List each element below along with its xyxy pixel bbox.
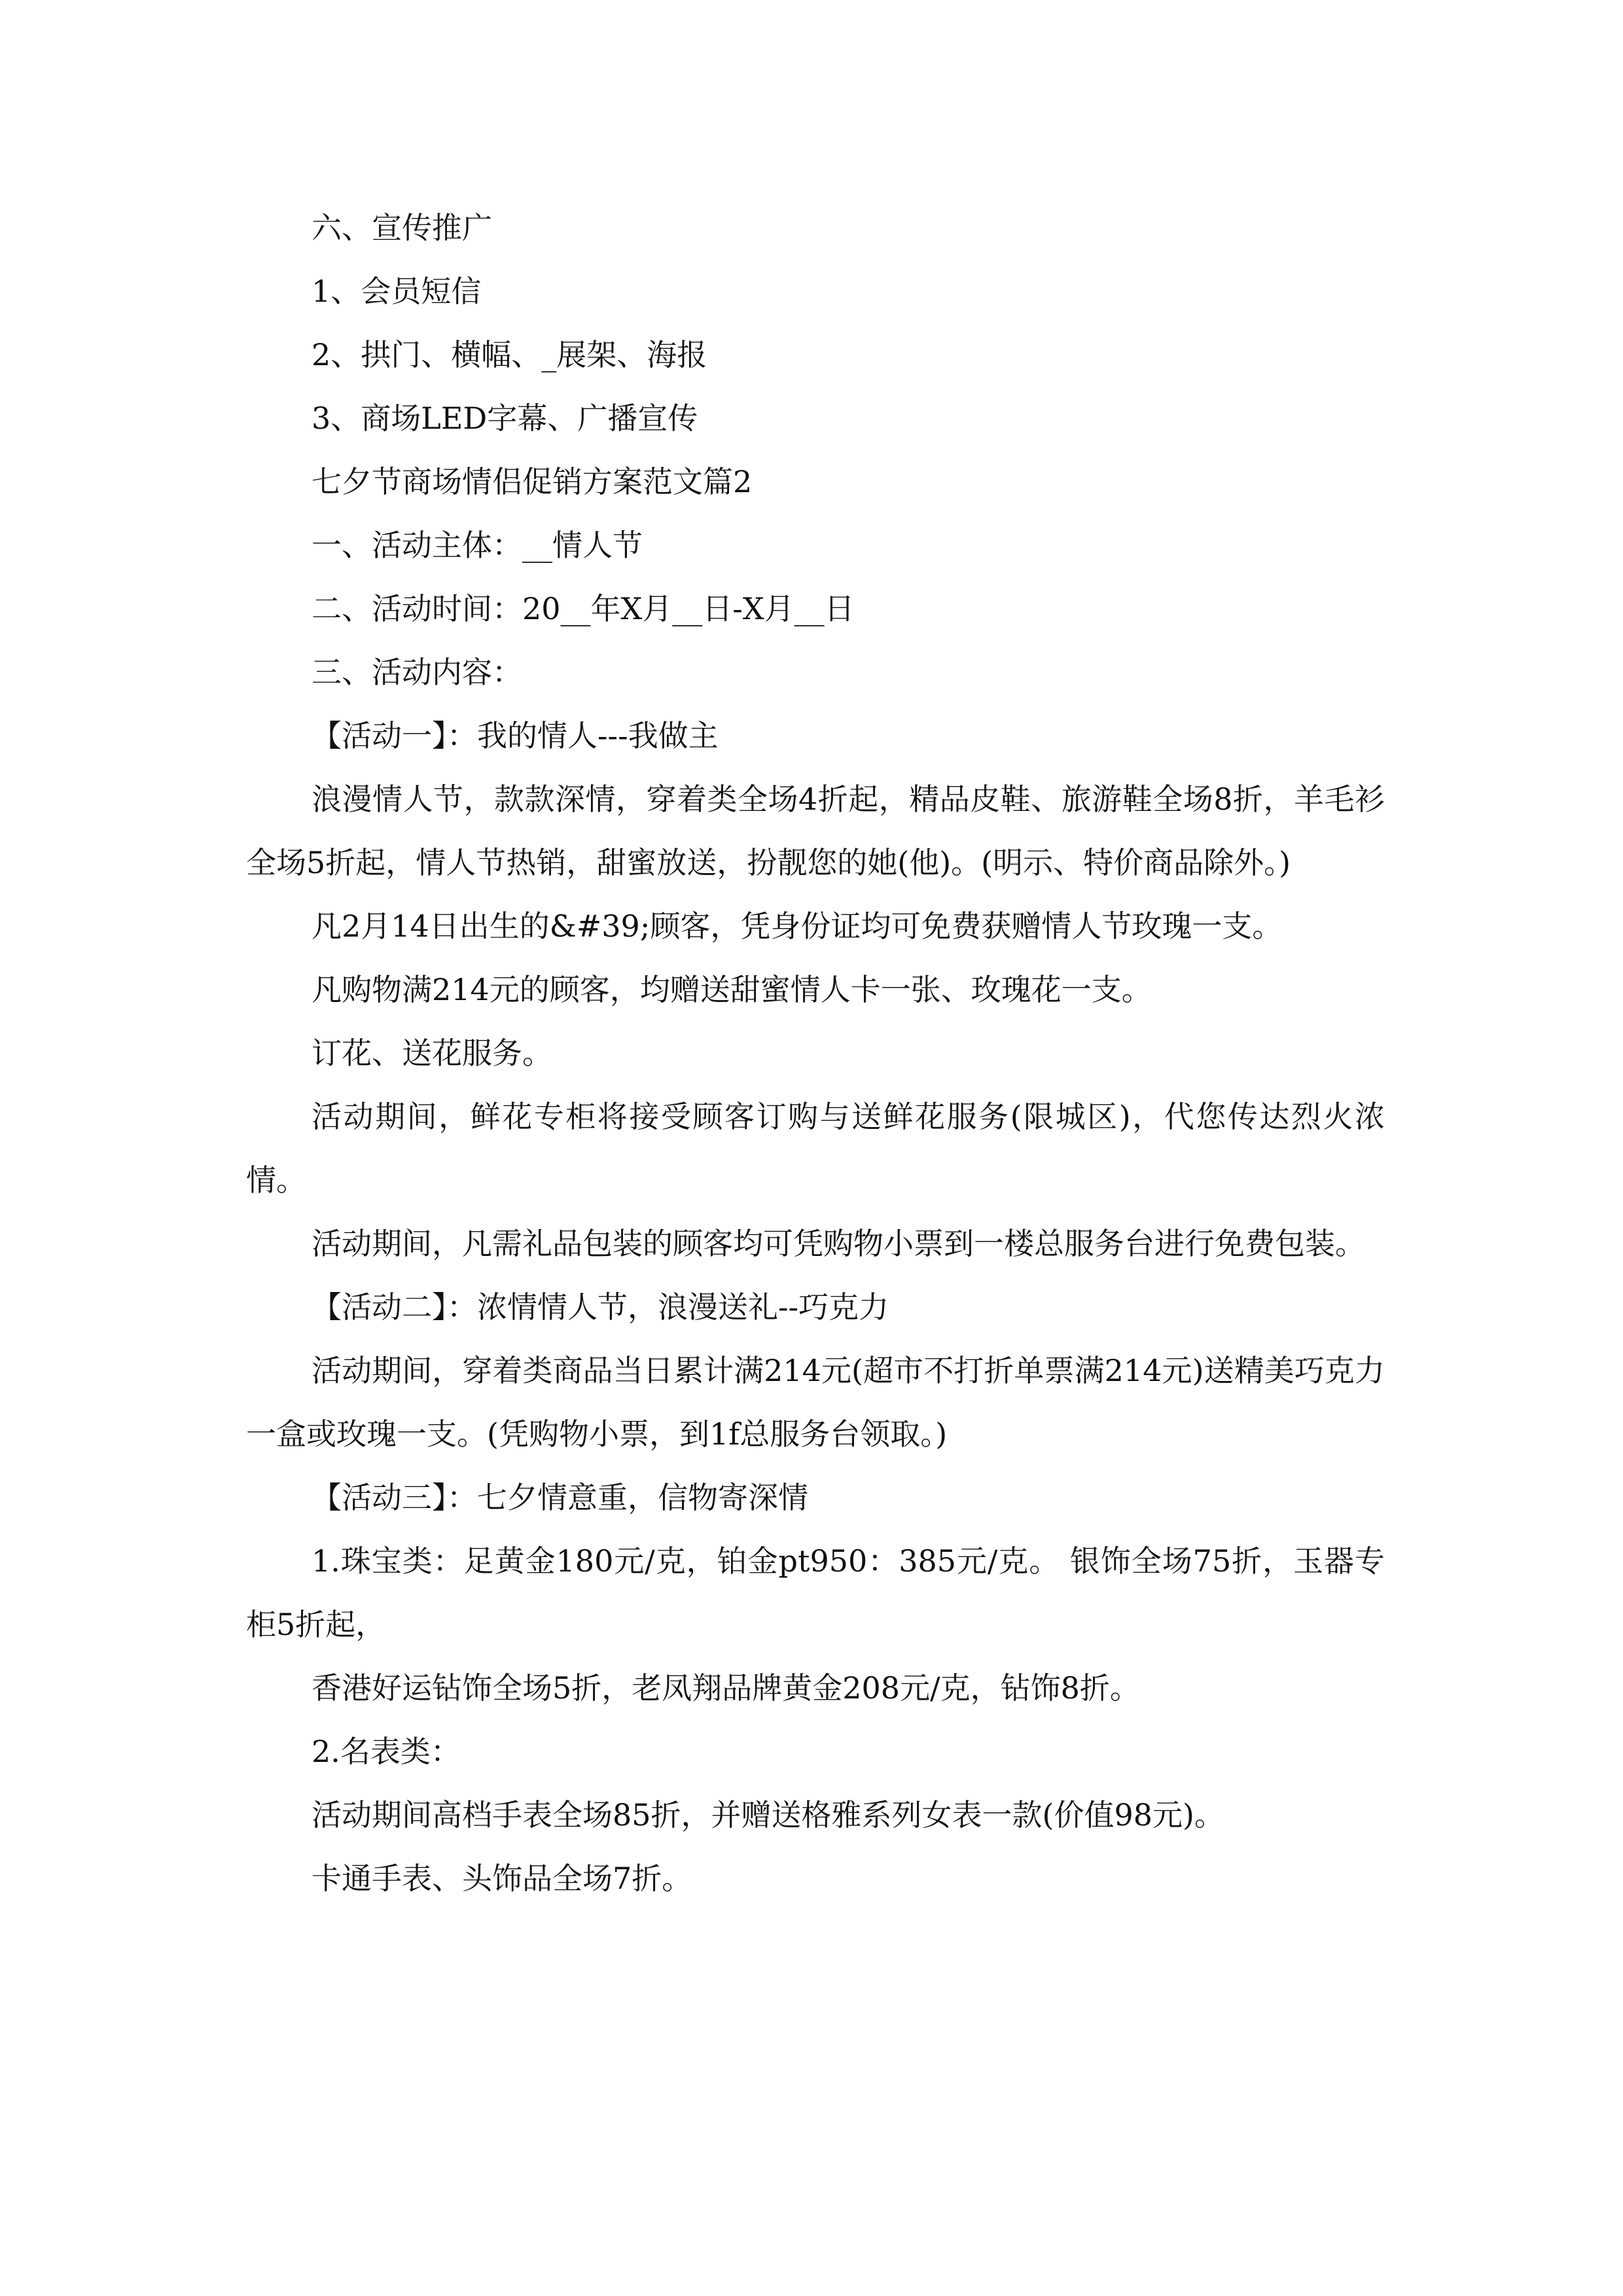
paragraph: 活动期间，凡需礼品包装的顾客均可凭购物小票到一楼总服务台进行免费包装。	[312, 1226, 1365, 1261]
section-heading-promotion: 六、宣传推广	[312, 210, 492, 245]
paragraph: 活动期间高档手表全场85折，并赠送格雅系列女表一款(价值98元)。	[312, 1797, 1224, 1833]
paragraph: 订花、送花服务。	[312, 1035, 552, 1071]
paragraph: 凡2月14日出生的&#39;顾客，凭身份证均可免费获赠情人节玫瑰一支。	[312, 908, 1283, 944]
list-item: 3、商场LED字幕、广播宣传	[312, 401, 698, 436]
document-body	[246, 196, 1385, 1910]
paragraph: 凡购物满214元的顾客，均赠送甜蜜情人卡一张、玫瑰花一支。	[312, 972, 1152, 1007]
list-item: 1、会员短信	[312, 274, 482, 309]
list-item: 2、拱门、横幅、_展架、海报	[312, 337, 707, 372]
paragraph: 香港好运钻饰全场5折，老凤翔品牌黄金208元/克，钻饰8折。	[312, 1670, 1140, 1706]
paragraph: 活动期间，穿着类商品当日累计满214元(超市不打折单票满214元)送精美巧克力一盒或玫瑰一支。(凭购物小票，到1f总服务台领取。)	[246, 1353, 1385, 1452]
paragraph: 浪漫情人节，款款深情，穿着类全场4折起，精品皮鞋、旅游鞋全场8折，羊毛衫全场5折起，情人节热销，甜蜜放送，扮靓您的她(他)。(明示、特价商品除外。)	[246, 781, 1385, 880]
paragraph: 卡通手表、头饰品全场7折。	[312, 1861, 692, 1896]
paragraph: 2.名表类：	[312, 1734, 461, 1769]
activity-heading-3: 【活动三】：七夕情意重，信物寄深情	[312, 1480, 808, 1515]
paragraph: 活动期间，鲜花专柜将接受顾客订购与送鲜花服务(限城区)，代您传达烈火浓情。	[246, 1099, 1385, 1198]
section-heading-time: 二、活动时间：20__年X月__日-X月__日	[312, 591, 855, 626]
section-heading-content: 三、活动内容：	[312, 655, 522, 690]
article-title: 七夕节商场情侣促销方案范文篇2	[312, 464, 753, 499]
paragraph: 1.珠宝类：足黄金180元/克，铂金pt950：385元/克。 银饰全场75折，玉器专柜5折起，	[246, 1543, 1385, 1642]
activity-heading-1: 【活动一】：我的情人---我做主	[312, 718, 719, 753]
activity-heading-2: 【活动二】：浓情情人节，浪漫送礼--巧克力	[312, 1289, 889, 1325]
section-heading-subject: 一、活动主体：__情人节	[312, 528, 643, 563]
